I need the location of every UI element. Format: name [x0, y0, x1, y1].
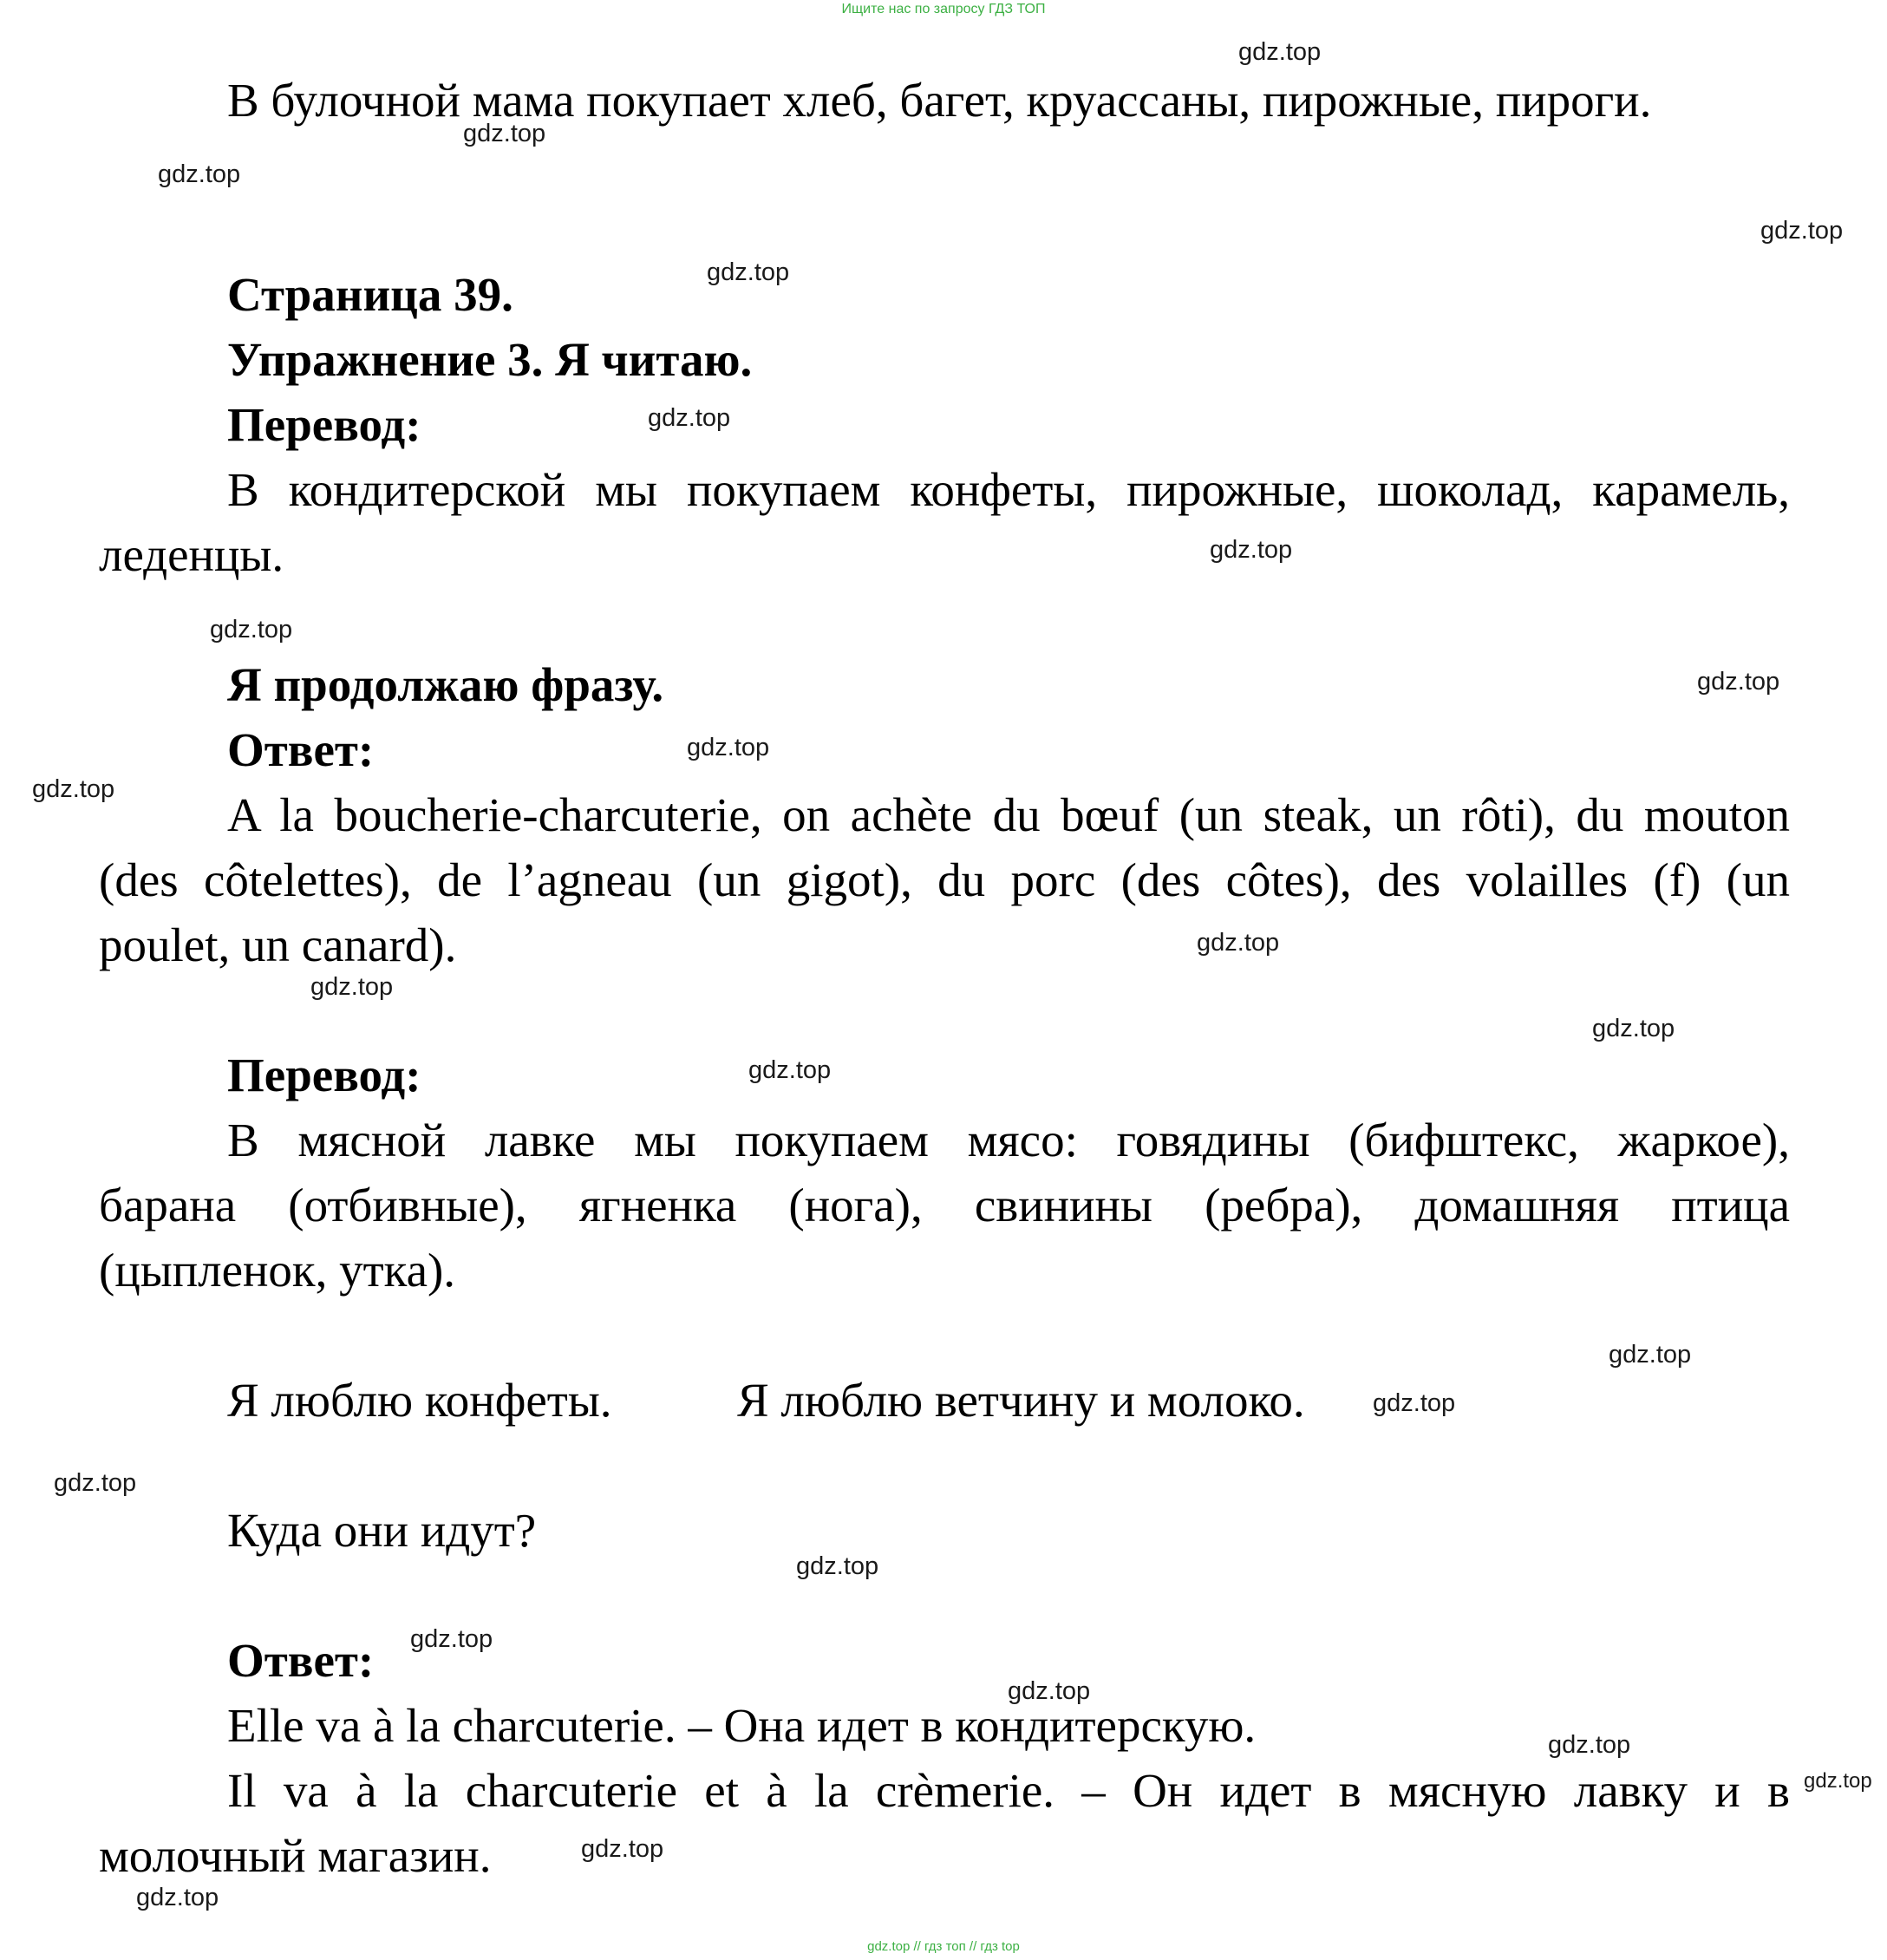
french-line-2: (des côtelettes), de l’agneau (un gigot), du porc (des côtes), des volailles (f) (un: [99, 853, 1790, 906]
watermark: gdz.top: [1238, 38, 1322, 66]
answer-label-1: Ответ:: [227, 723, 375, 776]
question: Куда они идут?: [227, 1504, 537, 1557]
page-heading: Страница 39.: [227, 268, 513, 321]
top-banner: Ищите нас по запросу ГДЗ ТОП: [841, 2, 1046, 16]
watermark: gdz.top: [310, 973, 394, 1001]
watermark: gdz.top: [1008, 1677, 1091, 1705]
candy-line-1: В кондитерской мы покупаем конфеты, пирожные, шоколад, карамель,: [227, 463, 1790, 516]
watermark: gdz.top: [1592, 1015, 1675, 1042]
watermark: gdz.top: [1804, 1769, 1872, 1793]
watermark: gdz.top: [796, 1552, 879, 1580]
translation-label-2: Перевод:: [227, 1049, 421, 1101]
watermark: gdz.top: [748, 1056, 832, 1084]
watermark: gdz.top: [158, 160, 241, 188]
answer-line-1: Elle va à la charcuterie. – Она идет в кондитерскую.: [227, 1699, 1257, 1752]
watermark: gdz.top: [1197, 929, 1280, 957]
watermark: gdz.top: [1609, 1341, 1692, 1369]
watermark: gdz.top: [210, 616, 293, 644]
exercise-heading: Упражнение 3. Я читаю.: [227, 333, 753, 386]
love-candy: Я люблю конфеты.: [227, 1374, 612, 1427]
watermark: gdz.top: [1548, 1731, 1631, 1759]
watermark: gdz.top: [687, 734, 770, 761]
watermark: gdz.top: [581, 1835, 664, 1863]
answer-label-2: Ответ:: [227, 1634, 375, 1687]
meat-line-1: В мясной лавке мы покупаем мясо: говядины (бифштекс, жаркое),: [227, 1114, 1790, 1166]
answer-line-3: молочный магазин.: [99, 1829, 492, 1882]
watermark: gdz.top: [1373, 1389, 1456, 1417]
love-ham: Я люблю ветчину и молоко.: [737, 1374, 1305, 1427]
watermark: gdz.top: [1210, 536, 1293, 564]
watermark: gdz.top: [463, 120, 546, 147]
bakery-line: В булочной мама покупает хлеб, багет, круассаны, пирожные, пироги.: [227, 74, 1652, 127]
bottom-banner: gdz.top // гдз топ // гдз top: [867, 1939, 1020, 1954]
translation-label-1: Перевод:: [227, 398, 421, 451]
continue-heading: Я продолжаю фразу.: [227, 658, 664, 711]
watermark: gdz.top: [1697, 668, 1780, 696]
watermark: gdz.top: [136, 1884, 219, 1911]
french-line-1: A la boucherie-charcuterie, on achète du bœuf (un steak, un rôti), du mouton: [227, 788, 1790, 841]
watermark: gdz.top: [707, 258, 790, 286]
answer-line-2: Il va à la charcuterie et à la crèmerie. – Он идет в мясную лавку и в: [227, 1764, 1790, 1817]
watermark: gdz.top: [32, 775, 115, 803]
candy-line-2: леденцы.: [99, 528, 284, 581]
watermark: gdz.top: [1760, 217, 1844, 245]
french-line-3: poulet, un canard).: [99, 918, 457, 971]
watermark: gdz.top: [410, 1625, 493, 1653]
watermark: gdz.top: [54, 1469, 137, 1497]
watermark: gdz.top: [648, 404, 731, 432]
meat-line-3: (цыпленок, утка).: [99, 1244, 456, 1297]
meat-line-2: барана (отбивные), ягненка (нога), свинины (ребра), домашняя птица: [99, 1179, 1790, 1232]
